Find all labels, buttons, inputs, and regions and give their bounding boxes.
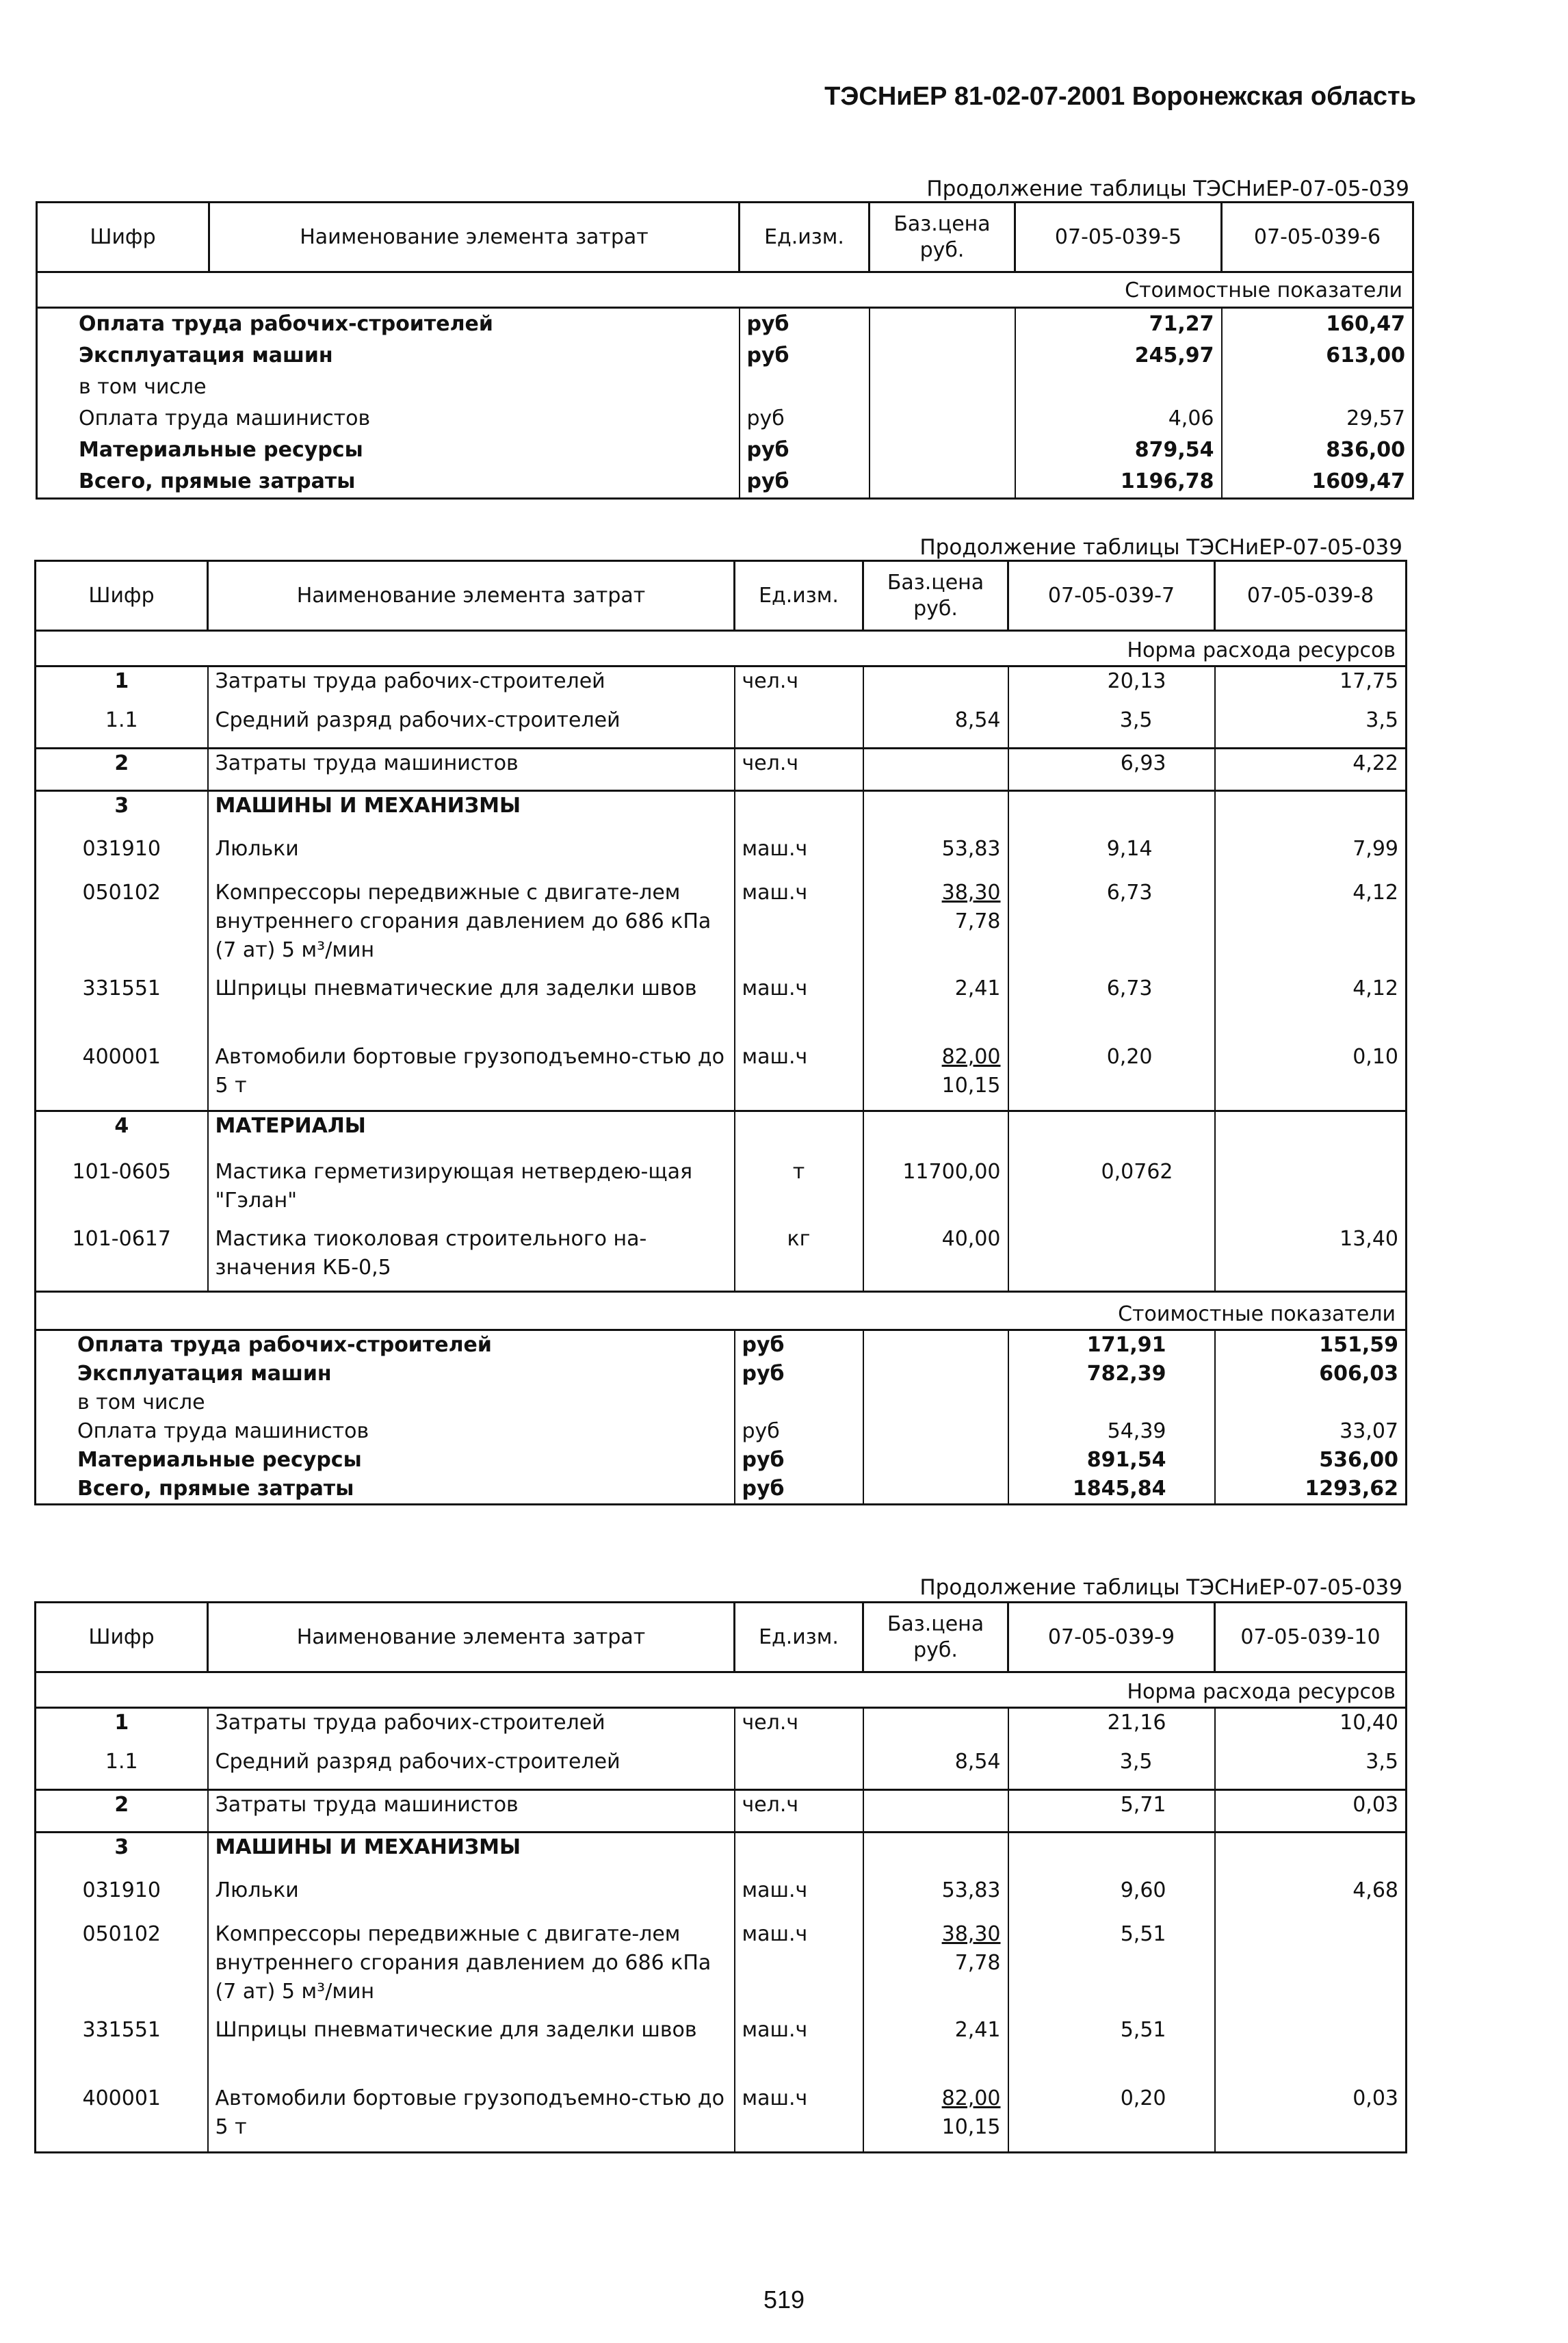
resource-value-a: 6,73	[1008, 879, 1215, 974]
header-col-b: 07-05-039-6	[1222, 203, 1413, 272]
header-shifr: Шифр	[36, 561, 208, 631]
resource-price: 38,30 7,78	[863, 879, 1008, 974]
header-base-price: Баз.цена руб.	[870, 203, 1015, 272]
resource-group-title: МАШИНЫ И МЕХАНИЗМЫ	[208, 1833, 735, 1876]
cost-label: в том числе	[37, 372, 740, 403]
header-unit: Ед.изм.	[735, 561, 863, 631]
section-norm: Норма расхода ресурсов	[36, 1672, 1407, 1708]
header-name: Наименование элемента затрат	[209, 203, 740, 272]
resource-price	[863, 1790, 1008, 1833]
cost-label: Эксплуатация машин	[36, 1360, 735, 1388]
resource-code: 331551	[36, 974, 208, 1043]
resource-code: 1.1	[36, 1748, 208, 1790]
cost-value-b: 151,59	[1215, 1330, 1407, 1360]
cost-label: Оплата труда рабочих-строителей	[37, 308, 740, 341]
resource-unit: маш.ч	[735, 835, 863, 879]
resource-name: Затраты труда рабочих-строителей	[208, 666, 735, 706]
resource-name: Люльки	[208, 835, 735, 879]
resource-unit: маш.ч	[735, 2016, 863, 2084]
resource-code: 2	[36, 749, 208, 791]
cost-label: Всего, прямые затраты	[37, 466, 740, 499]
resource-unit: чел.ч	[735, 749, 863, 791]
resource-name: Затраты труда машинистов	[208, 749, 735, 791]
cost-value-a: 1845,84	[1008, 1475, 1215, 1505]
cost-label: Оплата труда рабочих-строителей	[36, 1330, 735, 1360]
header-unit: Ед.изм.	[735, 1603, 863, 1672]
resource-price: 53,83	[863, 835, 1008, 879]
resource-name: Затраты труда машинистов	[208, 1790, 735, 1833]
resource-price: 53,83	[863, 1876, 1008, 1920]
resource-price: 38,30 7,78	[863, 1920, 1008, 2016]
cost-value-a: 71,27	[1015, 308, 1222, 341]
resource-unit: чел.ч	[735, 1790, 863, 1833]
resource-value-b: 0,03	[1215, 2084, 1407, 2153]
cost-unit: руб	[740, 308, 870, 341]
table1-caption: Продолжение таблицы ТЭСНиЕР-07-05-039	[926, 177, 1409, 201]
resource-code: 101-0605	[36, 1158, 208, 1225]
page-number: 519	[763, 2286, 805, 2314]
resource-price	[863, 749, 1008, 791]
cost-unit: руб	[735, 1330, 863, 1360]
resource-group-title: МАШИНЫ И МЕХАНИЗМЫ	[208, 791, 735, 835]
resource-code: 2	[36, 1790, 208, 1833]
header-col-a: 07-05-039-9	[1008, 1603, 1215, 1672]
resource-price: 8,54	[863, 1748, 1008, 1790]
header-col-a: 07-05-039-7	[1008, 561, 1215, 631]
resource-value-a: 5,51	[1008, 1920, 1215, 2016]
cost-value-b: 1609,47	[1222, 466, 1413, 499]
resource-name: Компрессоры передвижные с двигате-лем внутреннего сгорания давлением до 686 кПа (7 ат) 5 м³/мин	[208, 1920, 735, 2016]
cost-label: Эксплуатация машин	[37, 340, 740, 372]
resource-value-b: 4,12	[1215, 879, 1407, 974]
cost-label: Материальные ресурсы	[36, 1446, 735, 1475]
cost-value-a: 171,91	[1008, 1330, 1215, 1360]
cost-value-a: 245,97	[1015, 340, 1222, 372]
resource-price: 8,54	[863, 706, 1008, 749]
resource-code: 1	[36, 1708, 208, 1748]
resource-unit: маш.ч	[735, 974, 863, 1043]
resource-unit	[735, 1748, 863, 1790]
resource-value-a: 5,51	[1008, 2016, 1215, 2084]
header-name: Наименование элемента затрат	[208, 561, 735, 631]
resource-value-b: 3,5	[1215, 1748, 1407, 1790]
resource-value-b: 7,99	[1215, 835, 1407, 879]
resource-value-a: 9,60	[1008, 1876, 1215, 1920]
cost-label: Материальные ресурсы	[37, 435, 740, 466]
resource-price: 2,41	[863, 974, 1008, 1043]
cost-value-b: 33,07	[1215, 1417, 1407, 1446]
section-cost: Стоимостные показатели	[37, 272, 1413, 308]
cost-label: Оплата труда машинистов	[36, 1417, 735, 1446]
resource-price: 40,00	[863, 1225, 1008, 1292]
table3-caption: Продолжение таблицы ТЭСНиЕР-07-05-039	[919, 1575, 1402, 1600]
resource-code: 1.1	[36, 706, 208, 749]
cost-value-b: 29,57	[1222, 403, 1413, 435]
resource-value-b: 3,5	[1215, 706, 1407, 749]
resource-value-a: 6,93	[1008, 749, 1215, 791]
resource-unit: маш.ч	[735, 1876, 863, 1920]
resource-value-a: 21,16	[1008, 1708, 1215, 1748]
resource-value-b: 17,75	[1215, 666, 1407, 706]
cost-value-a: 891,54	[1008, 1446, 1215, 1475]
resource-value-b: 10,40	[1215, 1708, 1407, 1748]
cost-value-b: 160,47	[1222, 308, 1413, 341]
cost-unit: руб	[735, 1417, 863, 1446]
cost-value-b: 1293,62	[1215, 1475, 1407, 1505]
resource-value-a: 0,20	[1008, 2084, 1215, 2153]
resource-value-b: 4,12	[1215, 974, 1407, 1043]
cost-value-b: 536,00	[1215, 1446, 1407, 1475]
cost-value-a: 54,39	[1008, 1417, 1215, 1446]
resource-unit: кг	[735, 1225, 863, 1292]
resource-code: 400001	[36, 2084, 208, 2153]
resource-value-a: 0,0762	[1008, 1158, 1215, 1225]
cost-unit: руб	[740, 466, 870, 499]
cost-unit: руб	[735, 1475, 863, 1505]
resource-code: 050102	[36, 879, 208, 974]
resource-value-b: 13,40	[1215, 1225, 1407, 1292]
resource-price	[863, 666, 1008, 706]
resource-price: 2,41	[863, 2016, 1008, 2084]
resource-price: 11700,00	[863, 1158, 1008, 1225]
section-cost: Стоимостные показатели	[36, 1292, 1407, 1330]
resource-value-a: 9,14	[1008, 835, 1215, 879]
cost-label: Всего, прямые затраты	[36, 1475, 735, 1505]
resource-name: Мастика герметизирующая нетвердею-щая "Гэлан"	[208, 1158, 735, 1225]
cost-label: Оплата труда машинистов	[37, 403, 740, 435]
header-name: Наименование элемента затрат	[208, 1603, 735, 1672]
cost-value-a: 879,54	[1015, 435, 1222, 466]
resource-name: Средний разряд рабочих-строителей	[208, 1748, 735, 1790]
resource-code: 031910	[36, 1876, 208, 1920]
resource-name: Мастика тиоколовая строительного на-значения КБ-0,5	[208, 1225, 735, 1292]
resource-name: Затраты труда рабочих-строителей	[208, 1708, 735, 1748]
resource-value-b: 4,22	[1215, 749, 1407, 791]
header-unit: Ед.изм.	[740, 203, 870, 272]
header-col-b: 07-05-039-10	[1215, 1603, 1407, 1672]
header-shifr: Шифр	[37, 203, 209, 272]
resource-name: Шприцы пневматические для заделки швов	[208, 2016, 735, 2084]
cost-value-a: 1196,78	[1015, 466, 1222, 499]
resource-value-b	[1215, 2016, 1407, 2084]
resource-unit: маш.ч	[735, 1043, 863, 1111]
header-col-a: 07-05-039-5	[1015, 203, 1222, 272]
resource-value-a: 20,13	[1008, 666, 1215, 706]
table1	[36, 201, 1414, 500]
resource-code: 4	[36, 1111, 208, 1158]
table2-caption: Продолжение таблицы ТЭСНиЕР-07-05-039	[919, 535, 1402, 560]
resource-price: 82,00 10,15	[863, 1043, 1008, 1111]
resource-value-a	[1008, 1225, 1215, 1292]
cost-value-b: 613,00	[1222, 340, 1413, 372]
header-col-b: 07-05-039-8	[1215, 561, 1407, 631]
header-base-price: Баз.цена руб.	[863, 561, 1008, 631]
cost-value-a: 4,06	[1015, 403, 1222, 435]
resource-value-b	[1215, 1158, 1407, 1225]
resource-unit: маш.ч	[735, 879, 863, 974]
cost-unit: руб	[735, 1360, 863, 1388]
table3	[34, 1601, 1407, 2153]
resource-name: Средний разряд рабочих-строителей	[208, 706, 735, 749]
resource-code: 101-0617	[36, 1225, 208, 1292]
cost-value-b: 606,03	[1215, 1360, 1407, 1388]
cost-label: в том числе	[36, 1388, 735, 1417]
cost-unit: руб	[740, 435, 870, 466]
cost-value-b: 836,00	[1222, 435, 1413, 466]
resource-value-a: 3,5	[1008, 1748, 1215, 1790]
header-shifr: Шифр	[36, 1603, 208, 1672]
resource-name: Шприцы пневматические для заделки швов	[208, 974, 735, 1043]
resource-code: 400001	[36, 1043, 208, 1111]
cost-unit: руб	[735, 1446, 863, 1475]
resource-unit: чел.ч	[735, 1708, 863, 1748]
resource-name: Автомобили бортовые грузоподъемно-стью до 5 т	[208, 1043, 735, 1111]
resource-value-a: 0,20	[1008, 1043, 1215, 1111]
resource-price: 82,00 10,15	[863, 2084, 1008, 2153]
resource-price	[863, 1708, 1008, 1748]
resource-value-b	[1215, 1920, 1407, 2016]
resource-name: Компрессоры передвижные с двигате-лем внутреннего сгорания давлением до 686 кПа (7 ат) 5 м³/мин	[208, 879, 735, 974]
cost-unit: руб	[740, 403, 870, 435]
resource-code: 3	[36, 1833, 208, 1876]
resource-group-title: МАТЕРИАЛЫ	[208, 1111, 735, 1158]
resource-value-a: 3,5	[1008, 706, 1215, 749]
resource-unit: т	[735, 1158, 863, 1225]
page-header: ТЭСНиЕР 81-02-07-2001 Воронежская область	[824, 82, 1416, 111]
cost-value-a: 782,39	[1008, 1360, 1215, 1388]
resource-unit: чел.ч	[735, 666, 863, 706]
resource-value-b: 0,10	[1215, 1043, 1407, 1111]
section-norm: Норма расхода ресурсов	[36, 631, 1407, 666]
resource-code: 3	[36, 791, 208, 835]
cost-unit: руб	[740, 340, 870, 372]
resource-code: 031910	[36, 835, 208, 879]
resource-value-a: 5,71	[1008, 1790, 1215, 1833]
resource-name: Люльки	[208, 1876, 735, 1920]
table2	[34, 560, 1407, 1505]
resource-code: 331551	[36, 2016, 208, 2084]
resource-value-a: 6,73	[1008, 974, 1215, 1043]
resource-unit: маш.ч	[735, 1920, 863, 2016]
resource-value-b: 0,03	[1215, 1790, 1407, 1833]
resource-name: Автомобили бортовые грузоподъемно-стью до 5 т	[208, 2084, 735, 2153]
resource-value-b: 4,68	[1215, 1876, 1407, 1920]
resource-code: 050102	[36, 1920, 208, 2016]
resource-unit: маш.ч	[735, 2084, 863, 2153]
header-base-price: Баз.цена руб.	[863, 1603, 1008, 1672]
resource-code: 1	[36, 666, 208, 706]
resource-unit	[735, 706, 863, 749]
